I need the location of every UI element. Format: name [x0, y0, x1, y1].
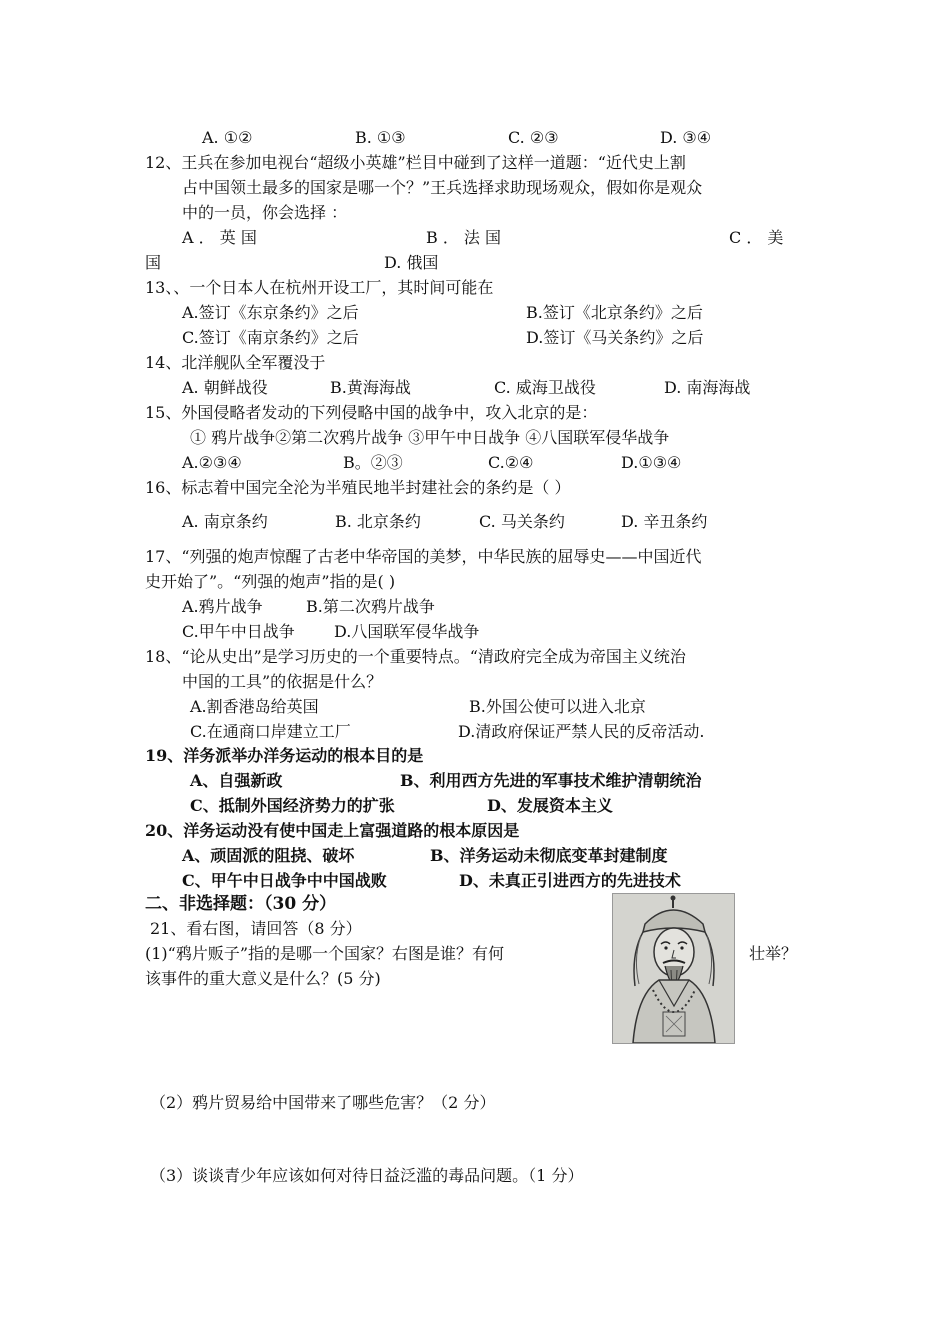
q13-option-a: A.签订《东京条约》之后	[182, 303, 359, 322]
q17-option-a: A.鸦片战争	[182, 597, 263, 616]
q11-option-a: A. ①②	[202, 128, 253, 147]
q18-option-c: C.在通商口岸建立工厂	[190, 722, 351, 741]
q12-option-a: A ． 英 国	[182, 228, 257, 247]
q14-option-b: B.黄海海战	[330, 378, 411, 397]
q12-option-c: C ． 美	[729, 228, 784, 247]
q20-option-a: A、顽固派的阻挠、破坏	[182, 846, 355, 865]
q20-option-c: C、甲午中日战争中中国战败	[182, 871, 387, 890]
q13-option-c: C.签订《南京条约》之后	[182, 328, 359, 347]
q19-stem: 19、洋务派举办洋务运动的根本目的是	[145, 746, 424, 765]
q11-option-c: C. ②③	[508, 128, 559, 147]
q18-stem-line1: 18、“论从史出”是学习历史的一个重要特点。“清政府完全成为帝国主义统治	[145, 647, 686, 666]
q12-option-c-cont: 国	[145, 253, 162, 272]
q20-stem: 20、洋务运动没有使中国走上富强道路的根本原因是	[145, 821, 520, 840]
q16-option-b: B. 北京条约	[335, 512, 421, 531]
q17-option-b: B.第二次鸦片战争	[306, 597, 435, 616]
q17-stem-line2: 史开始了”。“列强的炮声”指的是( )	[145, 572, 396, 591]
q14-option-c: C. 威海卫战役	[494, 378, 596, 397]
q11-option-d: D. ③④	[660, 128, 712, 147]
q15-option-b: B。②③	[343, 453, 403, 472]
q13-option-d: D.签订《马关条约》之后	[526, 328, 704, 347]
q18-option-d: D.清政府保证严禁人民的反帝活动.	[458, 722, 705, 741]
q15-option-d: D.①③④	[621, 453, 682, 472]
q21-stem: 21、看右图，请回答（8 分）	[150, 919, 362, 938]
q15-option-c: C.②④	[488, 453, 534, 472]
section-title: 二、非选择题：（30 分）	[145, 894, 337, 914]
q14-option-d: D. 南海海战	[664, 378, 751, 397]
q21-part2: （2）鸦片贸易给中国带来了哪些危害？（2 分）	[150, 1093, 496, 1112]
q14-option-a: A. 朝鲜战役	[182, 378, 268, 397]
q15-stem: 15、外国侵略者发动的下列侵略中国的战争中，攻入北京的是：	[145, 403, 598, 422]
q20-option-d: D、未真正引进西方的先进技术	[459, 871, 681, 890]
q19-option-b: B、利用西方先进的军事技术维护清朝统治	[400, 771, 702, 790]
q19-option-a: A、自强新政	[190, 771, 283, 790]
q13-option-b: B.签订《北京条约》之后	[526, 303, 703, 322]
portrait-image	[612, 893, 735, 1044]
q12-stem-line2: 占中国领土最多的国家是哪一个？”王兵选择求助现场观众，假如你是观众	[182, 178, 703, 197]
q19-option-d: D、发展资本主义	[487, 796, 613, 815]
q19-option-c: C、抵制外国经济势力的扩张	[190, 796, 395, 815]
q12-stem-line3: 中的一员，你会选择 ：	[182, 203, 348, 222]
portrait-sketch	[613, 894, 734, 1043]
q17-option-c: C.甲午中日战争	[182, 622, 295, 641]
q11-option-b: B. ①③	[355, 128, 406, 147]
q16-option-a: A. 南京条约	[182, 512, 268, 531]
q18-option-a: A.割香港岛给英国	[190, 697, 319, 716]
q14-stem: 14、北洋舰队全军覆没于	[145, 353, 326, 372]
q21-part3: （3）谈谈青少年应该如何对待日益泛滥的毒品问题。（1 分）	[150, 1166, 584, 1185]
q16-stem: 16、标志着中国完全沦为半殖民地半封建社会的条约是（ ）	[145, 478, 571, 497]
q17-option-d: D.八国联军侵华战争	[334, 622, 480, 641]
q21-part1-line2: 该事件的重大意义是什么？(5 分)	[145, 969, 381, 988]
q20-option-b: B、洋务运动未彻底变革封建制度	[430, 846, 668, 865]
q12-option-b: B ． 法 国	[426, 228, 502, 247]
q12-option-d: D. 俄国	[384, 253, 439, 272]
q21-part1-line1: (1)“鸦片贩子”指的是哪一个国家？右图是谁？有何	[145, 944, 505, 963]
q18-option-b: B.外国公使可以进入北京	[469, 697, 646, 716]
q16-option-c: C. 马关条约	[479, 512, 565, 531]
q18-stem-line2: 中国的工具”的依据是什么？	[182, 672, 383, 691]
q21-part1-tail: 壮举？	[749, 944, 798, 963]
q15-items: ① 鸦片战争②第二次鸦片战争 ③甲午中日战争 ④八国联军侵华战争	[190, 428, 670, 447]
q16-option-d: D. 辛丑条约	[621, 512, 708, 531]
q17-stem-line1: 17、“列强的炮声惊醒了古老中华帝国的美梦，中华民族的屈辱史——中国近代	[145, 547, 702, 566]
q12-stem-line1: 12、王兵在参加电视台“超级小英雄”栏目中碰到了这样一道题：“近代史上割	[145, 153, 686, 172]
q13-stem: 13、、一个日本人在杭州开设工厂，其时间可能在	[145, 278, 494, 297]
q15-option-a: A.②③④	[182, 453, 242, 472]
